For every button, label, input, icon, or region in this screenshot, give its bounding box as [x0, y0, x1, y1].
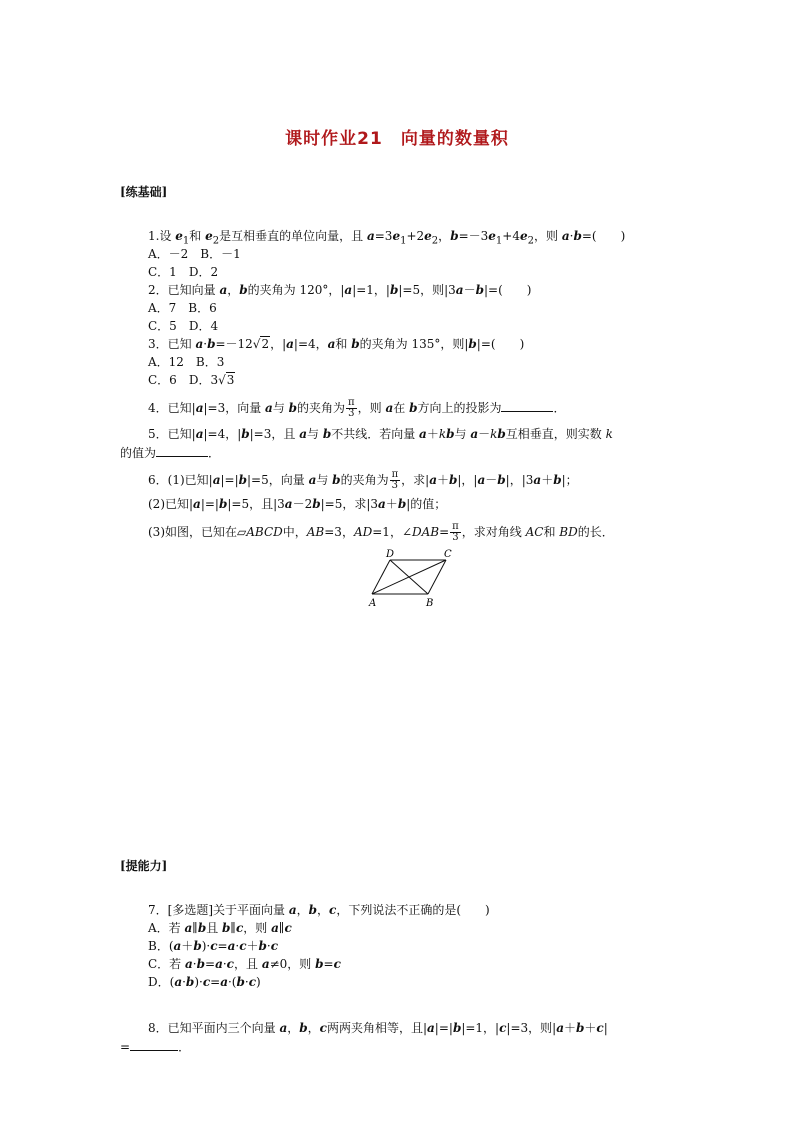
- diagonal-bd: [390, 560, 428, 594]
- question-8: 8．已知平面内三个向量 a，b，c两两夹角相等，且|a|=|b|=1，|c|=3，则|a＋b＋c|: [148, 1021, 608, 1035]
- vertex-label-c: C: [444, 549, 452, 560]
- vertex-label-b: B: [426, 598, 434, 609]
- question-6-part-3: (3)如图，已知在▱ABCD中，AB=3，AD=1，∠DAB= $\frac{\pi}{3}$ ，求对角线 AC和 BD的长．: [148, 521, 614, 543]
- answer-blank-q8[interactable]: [130, 1038, 178, 1051]
- fraction-pi-over-3: $\frac{\pi}{3}$: [348, 397, 355, 419]
- q3-options-ab: A．12 B．3: [148, 355, 225, 369]
- parallelogram-figure: [360, 548, 470, 614]
- q3-options-cd: C．6 D．3√3: [148, 373, 235, 387]
- question-2: 2．已知向量 a，b的夹角为 120°，|a|=1，|b|=5，则|3a－b|=( ): [148, 283, 532, 297]
- q2-options-ab: A．7 B．6: [148, 301, 217, 315]
- question-3: 3．已知 a·b=－12√2，|a|=4，a和 b的夹角为 135°，则|b|=( ): [148, 337, 525, 351]
- answer-blank-q5[interactable]: [156, 444, 208, 457]
- q2-options-cd: C．5 D．4: [148, 319, 219, 333]
- parallelogram-diagram: [360, 548, 470, 610]
- question-7: 7．[多选题]关于平面向量 a，b，c，下列说法不正确的是( ): [148, 903, 490, 917]
- q7-option-d: D．(a·b)·c=a·(b·c): [148, 975, 261, 989]
- fraction-pi-over-3: $\frac{\pi}{3}$: [452, 521, 459, 543]
- question-6-part-1: 6．(1)已知|a|=|b|=5，向量 a与 b的夹角为 $\frac{\pi}{3}$ ，求|a＋b|，|a－b|，|3a＋b|；: [148, 469, 578, 491]
- vertex-label-a: A: [369, 598, 377, 609]
- question-8-line-2: = ．: [120, 1040, 191, 1054]
- vertex-label-d: D: [386, 549, 395, 560]
- side-ad: [372, 560, 390, 594]
- q1-options-cd: C．1 D．2: [148, 265, 219, 279]
- section-label-basic: [练基础]: [120, 185, 168, 199]
- question-5: 5．已知|a|=4，|b|=3，且 a与 b不共线．若向量 a＋kb与 a－kb互相垂直，则实数 k: [148, 427, 613, 441]
- question-6-part-2: (2)已知|a|=|b|=5，且|3a－2b|=5，求|3a＋b|的值；: [148, 497, 447, 511]
- question-1: 1.设 $e_1$和 $e_2$是互相垂直的单位向量，且 $a=3e_1+2e_2$，$b=-3e_1+4e_2$，则 a·b=( ): [148, 229, 626, 247]
- side-bc: [428, 560, 446, 594]
- question-5-line-2: 的值为 ．: [120, 446, 221, 460]
- page-title: 课时作业21 向量的数量积: [285, 129, 509, 149]
- q1-options-ab: A．－2 B．－1: [148, 247, 241, 261]
- section-label-advanced: [提能力]: [120, 859, 168, 873]
- q7-option-a: A．若 a∥b且 b∥c，则 a∥c: [148, 921, 292, 935]
- answer-blank-q4[interactable]: [501, 399, 553, 412]
- q7-option-b: B．(a＋b)·c=a·c＋b·c: [148, 939, 279, 953]
- fraction-pi-over-3: $\frac{\pi}{3}$: [391, 469, 399, 491]
- q7-option-c: C．若 a·b=a·c，且 a≠0，则 b=c: [148, 957, 341, 971]
- question-4: 4．已知|a|=3，向量 a与 b的夹角为 $\frac{\pi}{3}$ ，则 a在 b方向上的投影为 ．: [148, 397, 566, 419]
